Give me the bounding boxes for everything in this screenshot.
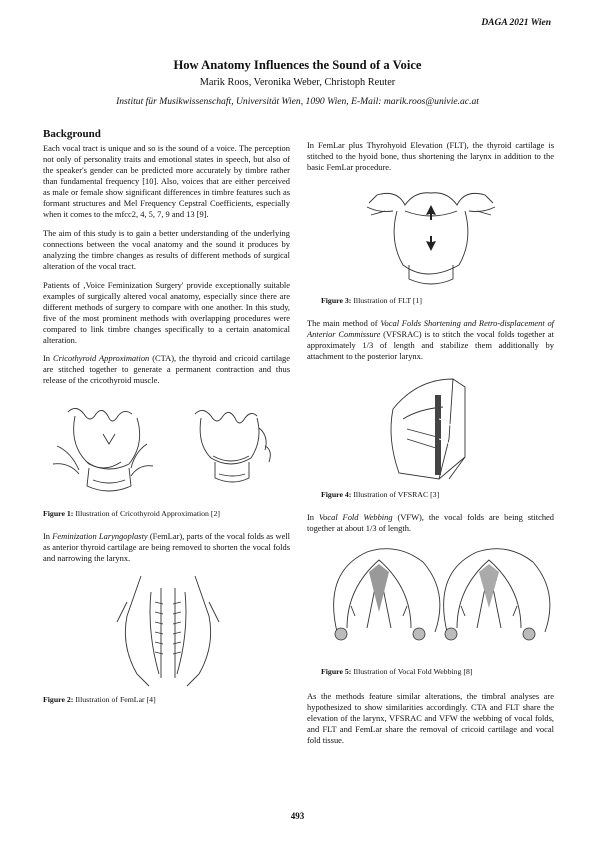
figure-2 — [43, 572, 290, 705]
page-number: 493 — [290, 811, 305, 821]
left-column — [43, 129, 290, 705]
femlar-illustration — [43, 572, 290, 692]
figure-3-caption: Figure 3: Illustration of FLT [1] — [321, 295, 422, 305]
figure-1-caption: Figure 1: Illustration of Cricothyroid Approximation [2] — [43, 508, 220, 518]
figure-4 — [307, 369, 554, 500]
method-term: Feminization Laryngoplasty — [52, 531, 148, 542]
paragraph: In FemLar plus Thyrohyoid Elevation (FLT), the thyroid cartilage is stitched to the hyoid bone, thus shortening the larynx in addition to the basic FemLar procedure. — [307, 140, 554, 173]
vfsrac-illustration — [307, 369, 554, 487]
figure-3 — [307, 181, 554, 306]
figure-4-caption: Figure 4: Illustration of VFSRAC [3] — [321, 490, 440, 500]
paragraph: The main method of Vocal Folds Shortening and Retro-displacement of Anterior Commissure (VFSRAC) is to stitch the vocal folds together at approximately 1/3 of length and stabilize them additionally by attachment to the posterior larynx. — [307, 317, 555, 361]
paragraph: In Vocal Fold Webbing (VFW), the vocal folds are being stitched together at about 1/3 of length. — [307, 512, 554, 534]
authors: Marik Roos, Veronika Weber, Christoph Reuter — [199, 77, 396, 88]
method-term: Cricothyroid Approximation — [52, 353, 150, 364]
figure-1 — [43, 394, 290, 519]
cricothyroid-approximation-illustration — [43, 394, 290, 506]
paragraph: Each vocal tract is unique and so is the sound of a voice. The perception not only of personality traits and emotional states in speech, but also of the speaker's gender can be predicted more accurately by timbre rather than fundamental frequency [10]. Also, voices that are either perceived as male or female show significant differences in timbre features such as formant structures and Mel Frequency Cepstral Coefficients, especially when it comes to the mfcc2, 4, 5, 7, 9 and 13 [9]. — [43, 143, 290, 220]
method-term: Vocal Fold Webbing — [318, 512, 393, 523]
figure-5-caption: Figure 5: Illustration of Vocal Fold Webbing [8] — [321, 667, 473, 677]
paper-title: How Anatomy Influences the Sound of a Voice — [173, 58, 422, 72]
affiliation: Institut für Musikwissenschaft, Universität Wien, 1090 Wien, E-Mail: marik.roos@univie.ac.at — [116, 96, 479, 107]
conference-header: DAGA 2021 Wien — [481, 18, 551, 28]
flt-illustration — [307, 181, 554, 293]
paragraph: In Feminization Laryngoplasty (FemLar), parts of the vocal folds as well as anterior thyroid cartilage are being removed to shorten the vocal folds and narrowing the larynx. — [43, 531, 291, 564]
section-heading-background: Background — [43, 128, 101, 140]
figure-5 — [307, 542, 554, 677]
right-column — [307, 140, 554, 754]
paragraph: The aim of this study is to gain a better understanding of the underlying connections between the vocal anatomy and the sound it produces by analyzing the timbre changes as results of different methods of surgical alteration of the vocal tract. — [43, 227, 290, 272]
vocal-fold-webbing-illustration — [307, 542, 554, 664]
method-term: Vocal Folds Shortening and Retro-displacement of Anterior Commissure — [307, 317, 555, 339]
paragraph: Patients of ‚Voice Feminization Surgery' provide exceptionally suitable examples of surgically altered vocal anatomy, especially since there are different methods of surgery to compare with one another. In this study, five of the most prominent methods with overlapping procedures were compared to link timbre changes specifically to a certain anatomical alteration. — [43, 279, 290, 345]
paragraph: In Cricothyroid Approximation (CTA), the thyroid and cricoid cartilage are stitched together to generate a permanent contraction and thus release of the cricothyroid muscle. — [43, 353, 290, 386]
paragraph: As the methods feature similar alterations, the timbral analyses are hypothesized to show similarities accordingly. CTA and FLT share the elevation of the larynx, VFSRAC and VFW the webbing of vocal folds, and FLT and FemLar share the removal of cricoid cartilage and vocal fold tissue. — [307, 691, 554, 746]
figure-2-caption: Figure 2: Illustration of FemLar [4] — [43, 694, 156, 704]
